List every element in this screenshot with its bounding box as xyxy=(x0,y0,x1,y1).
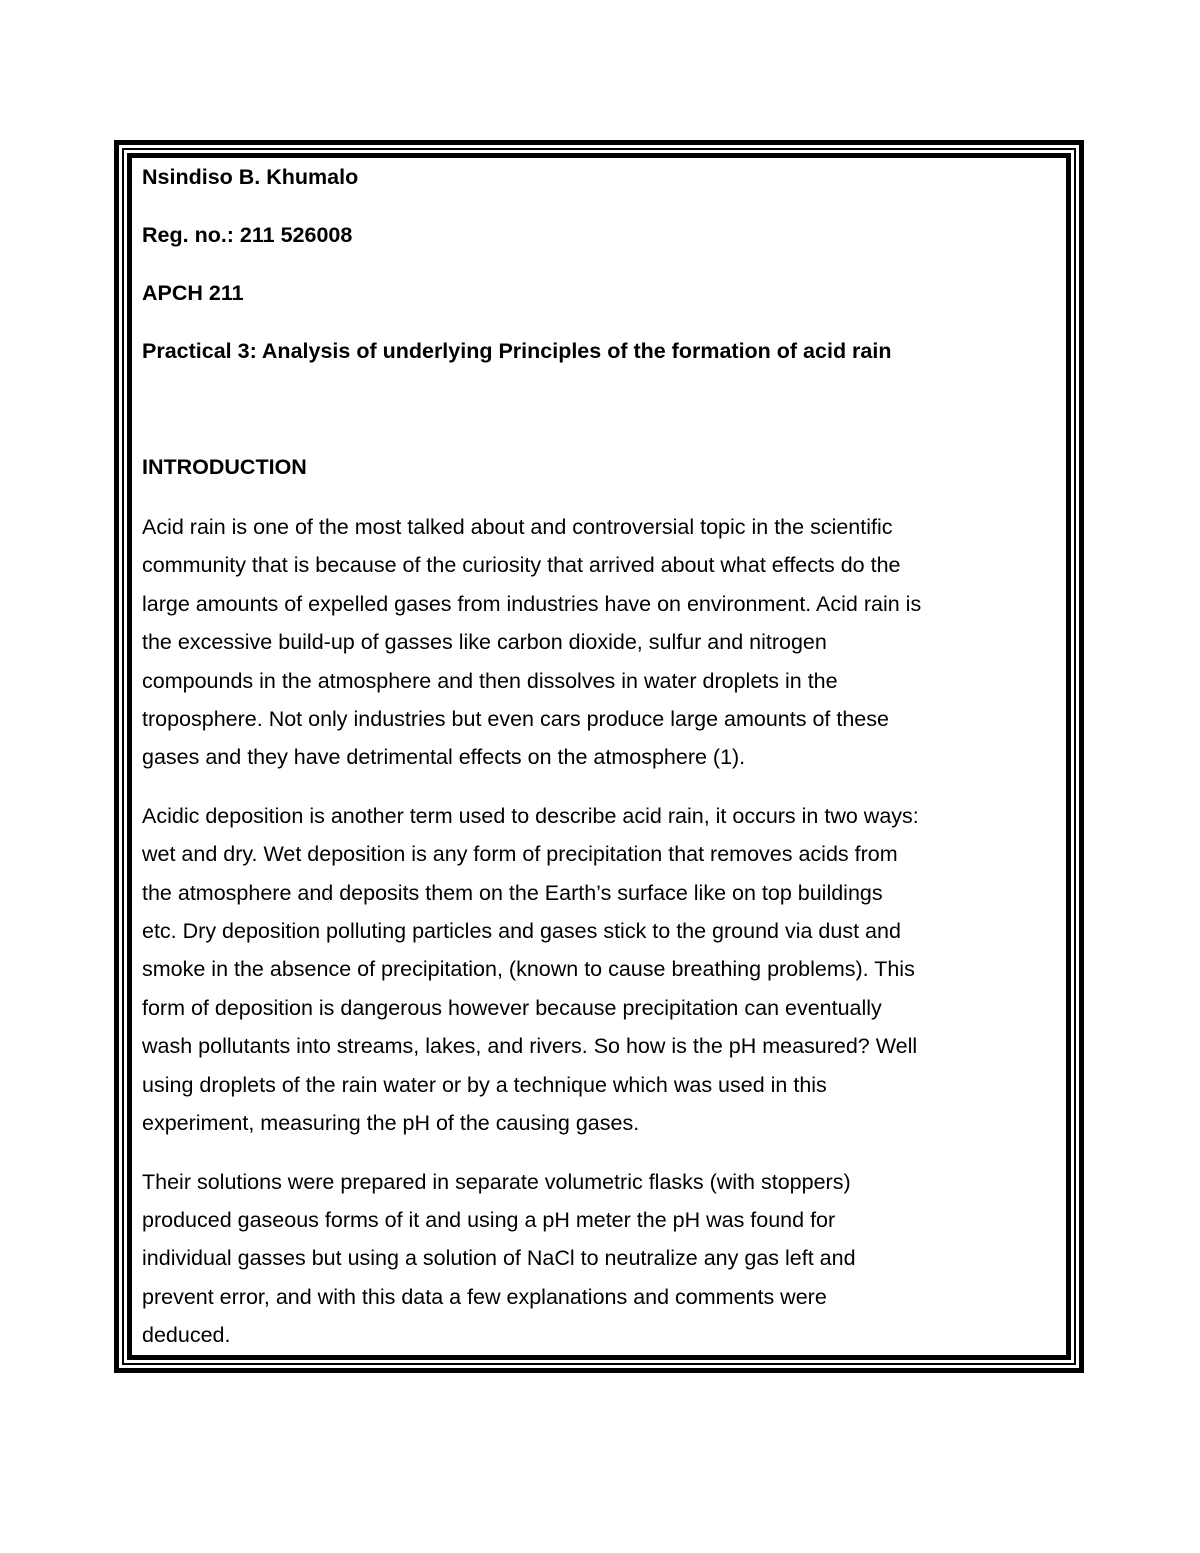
text-line: compounds in the atmosphere and then dissolves in water droplets in the xyxy=(142,668,838,693)
document-body xyxy=(142,162,1062,1375)
text-line: produced gaseous forms of it and using a pH meter the pH was found for xyxy=(142,1207,836,1232)
course-code: APCH 211 xyxy=(142,281,244,305)
text-line: smoke in the absence of precipitation, (known to cause breathing problems). This xyxy=(142,957,915,982)
text-line: experiment, measuring the pH of the causing gases. xyxy=(142,1111,640,1136)
text-line: community that is because of the curiosity that arrived about what effects do the xyxy=(142,553,901,578)
registration-number: Reg. no.: 211 526008 xyxy=(142,223,353,247)
paragraph-1 xyxy=(142,508,1062,777)
text-line: prevent error, and with this data a few explanations and comments were xyxy=(142,1284,827,1309)
text-line: Acidic deposition is another term used to describe acid rain, it occurs in two ways: xyxy=(142,803,919,828)
section-heading-introduction: INTRODUCTION xyxy=(142,455,307,479)
text-line: wash pollutants into streams, lakes, and rivers. So how is the pH measured? Well xyxy=(142,1034,918,1059)
text-line: the atmosphere and deposits them on the Earth’s surface like on top buildings xyxy=(142,880,883,905)
text-line: etc. Dry deposition polluting particles and gases stick to the ground via dust and xyxy=(142,919,901,944)
practical-title: Practical 3: Analysis of underlying Principles of the formation of acid rain xyxy=(142,339,892,363)
text-line: using droplets of the rain water or by a technique which was used in this xyxy=(142,1072,827,1097)
text-line: wet and dry. Wet deposition is any form of precipitation that removes acids from xyxy=(142,842,898,867)
author-name: Nsindiso B. Khumalo xyxy=(142,165,359,189)
text-line: Their solutions were prepared in separate volumetric flasks (with stoppers) xyxy=(142,1169,851,1194)
text-line: troposphere. Not only industries but even cars produce large amounts of these xyxy=(142,707,889,732)
text-line: individual gasses but using a solution of NaCl to neutralize any gas left and xyxy=(142,1246,856,1271)
text-line: large amounts of expelled gases from industries have on environment. Acid rain is xyxy=(142,591,922,616)
text-line: deduced. xyxy=(142,1323,231,1348)
text-line: the excessive build-up of gasses like carbon dioxide, sulfur and nitrogen xyxy=(142,630,827,655)
paragraph-3 xyxy=(142,1163,1062,1355)
text-line: form of deposition is dangerous however because precipitation can eventually xyxy=(142,995,882,1020)
text-line: Acid rain is one of the most talked about and controversial topic in the scientific xyxy=(142,515,893,539)
paragraph-2 xyxy=(142,797,1062,1143)
text-line: gases and they have detrimental effects on the atmosphere (1). xyxy=(142,745,746,770)
